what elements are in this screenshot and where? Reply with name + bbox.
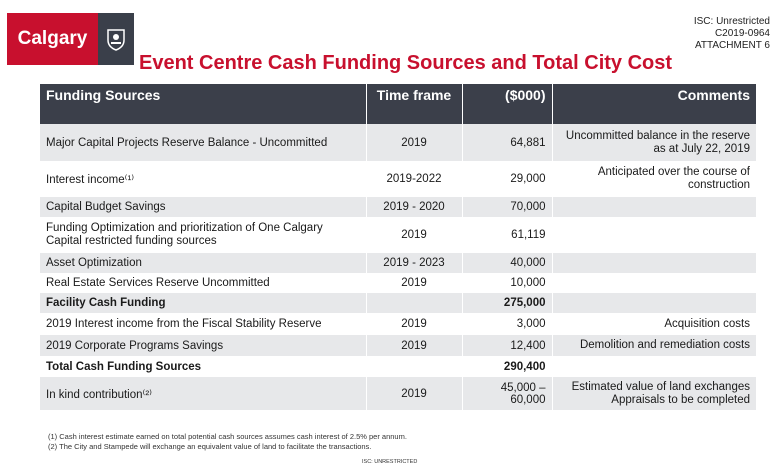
city-crest-icon <box>98 13 134 65</box>
table-row <box>40 253 756 273</box>
table-row <box>40 335 756 356</box>
cell-source: Asset Optimization <box>40 253 366 273</box>
cell-timeframe: 2019 <box>366 124 462 161</box>
cell-amount: 64,881 <box>462 124 552 161</box>
footnote-2: (2) The City and Stampede will exchange an equivalent value of land to facilitate the transactions. <box>48 442 372 451</box>
brand-wordmark: Calgary <box>7 13 98 65</box>
cell-timeframe: 2019 <box>366 217 462 253</box>
cell-timeframe: 2019 <box>366 313 462 335</box>
cell-timeframe: 2019 <box>366 335 462 356</box>
cell-timeframe: 2019-2022 <box>366 161 462 197</box>
cell-comments <box>552 293 756 313</box>
cell-source: Facility Cash Funding <box>40 293 366 313</box>
table-row <box>40 313 756 335</box>
column-header-source: Funding Sources <box>40 84 366 124</box>
cell-amount: 45,000 – 60,000 <box>462 377 552 410</box>
cell-source: Interest income⁽¹⁾ <box>40 161 366 197</box>
cell-comments: Anticipated over the course of construction <box>552 161 756 197</box>
calgary-logo <box>7 13 134 65</box>
cell-timeframe <box>366 293 462 313</box>
cell-comments: Demolition and remediation costs <box>552 335 756 356</box>
cell-amount: 3,000 <box>462 313 552 335</box>
cell-source: Total Cash Funding Sources <box>40 356 366 377</box>
cell-source: Capital Budget Savings <box>40 197 366 217</box>
cell-amount: 29,000 <box>462 161 552 197</box>
cell-source: 2019 Interest income from the Fiscal Stability Reserve <box>40 313 366 335</box>
footnote-1: (1) Cash interest estimate earned on total potential cash sources assumes cash interest of 2.5% per annum. <box>48 432 407 441</box>
table-row <box>40 161 756 197</box>
cell-amount: 275,000 <box>462 293 552 313</box>
cell-timeframe: 2019 <box>366 273 462 293</box>
table-row <box>40 124 756 161</box>
cell-timeframe <box>366 356 462 377</box>
table-row <box>40 273 756 293</box>
classification-label: ISC: Unrestricted <box>693 16 770 27</box>
column-header-comments: Comments <box>552 84 756 124</box>
cell-comments <box>552 273 756 293</box>
page-title: Event Centre Cash Funding Sources and Total City Cost <box>139 52 673 74</box>
document-classification <box>694 16 770 52</box>
total-row <box>40 356 756 377</box>
cell-amount: 70,000 <box>462 197 552 217</box>
table-row <box>40 217 756 253</box>
footer-classification: ISC: UNRESTRICTED <box>362 459 418 465</box>
footnotes <box>48 432 407 452</box>
column-header-timeframe: Time frame <box>366 84 462 124</box>
cell-comments <box>552 197 756 217</box>
cell-source: In kind contribution⁽²⁾ <box>40 377 366 410</box>
cell-amount: 12,400 <box>462 335 552 356</box>
cell-amount: 10,000 <box>462 273 552 293</box>
attachment-label: ATTACHMENT 6 <box>694 40 770 51</box>
table-row <box>40 377 756 410</box>
subtotal-row <box>40 293 756 313</box>
cell-source: Real Estate Services Reserve Uncommitted <box>40 273 366 293</box>
cell-comments <box>552 253 756 273</box>
cell-comments: Estimated value of land exchanges Appraisals to be completed <box>552 377 756 410</box>
cell-timeframe: 2019 - 2023 <box>366 253 462 273</box>
table-row <box>40 197 756 217</box>
cell-source: Major Capital Projects Reserve Balance - Uncommitted <box>40 124 366 161</box>
cell-timeframe: 2019 <box>366 377 462 410</box>
column-header-amount: ($000) <box>462 84 552 124</box>
cell-source: Funding Optimization and prioritization of One Calgary Capital restricted funding sources <box>40 217 366 253</box>
cell-comments <box>552 217 756 253</box>
reference-number: C2019-0964 <box>714 28 770 39</box>
cell-comments: Uncommitted balance in the reserve as at July 22, 2019 <box>552 124 756 161</box>
cell-source: 2019 Corporate Programs Savings <box>40 335 366 356</box>
cell-amount: 61,119 <box>462 217 552 253</box>
cell-amount: 290,400 <box>462 356 552 377</box>
table-header-row <box>40 84 756 124</box>
cell-timeframe: 2019 - 2020 <box>366 197 462 217</box>
funding-table <box>40 84 756 410</box>
cell-comments <box>552 356 756 377</box>
cell-amount: 40,000 <box>462 253 552 273</box>
cell-comments: Acquisition costs <box>552 313 756 335</box>
